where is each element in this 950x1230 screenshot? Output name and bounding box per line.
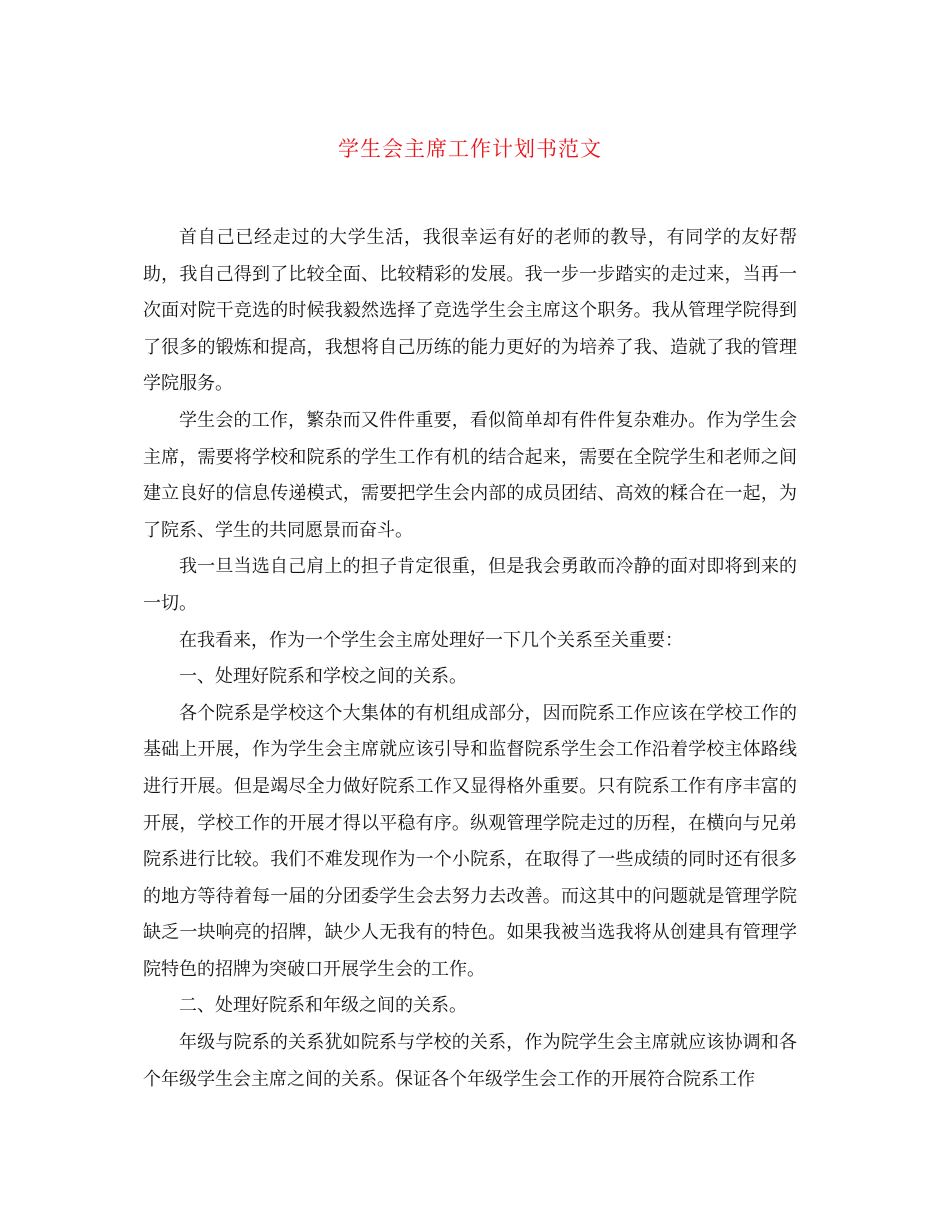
paragraph: 首自己已经走过的大学生活，我很幸运有好的老师的教导，有同学的友好帮助，我自己得到了比较全面、比较精彩的发展。我一步一步踏实的走过来，当再一次面对院干竞选的时候我毅然选择了竞选学生会主席这个职务。我从管理学院得到了很多的锻炼和提高，我想将自己历练的能力更好的为培养了我、造就了我的管理学院服务。: [143, 227, 797, 395]
paragraph: 我一旦当选自己肩上的担子肯定很重，但是我会勇敢而冷静的面对即将到来的一切。: [143, 556, 797, 614]
paragraph: 学生会的工作，繁杂而又件件重要，看似简单却有件件复杂难办。作为学生会主席，需要将学校和院系的学生工作有机的结合起来，需要在全院学生和老师之间建立良好的信息传递模式，需要把学生会内部的成员团结、高效的糅合在一起，为了院系、学生的共同愿景而奋斗。: [143, 409, 797, 541]
paragraph: 年级与院系的关系犹如院系与学校的关系，作为院学生会主席就应该协调和各个年级学生会主席之间的关系。保证各个年级学生会工作的开展符合院系工作: [143, 1032, 797, 1090]
document-body: [143, 220, 797, 1098]
document-title: 学生会主席工作计划书范文: [338, 137, 602, 161]
paragraph: 各个院系是学校这个大集体的有机组成部分，因而院系工作应该在学校工作的基础上开展，作为学生会主席就应该引导和监督院系学生会工作沿着学校主体路线进行开展。但是竭尽全力做好院系工作又显得格外重要。只有院系工作有序丰富的开展，学校工作的开展才得以平稳有序。纵观管理学院走过的历程，在横向与兄弟院系进行比较。我们不难发现作为一个小院系，在取得了一些成绩的同时还有很多的地方等待着每一届的分团委学生会去努力去改善。而这其中的问题就是管理学院缺乏一块响亮的招牌，缺少人无我有的特色。如果我被当选我将从创建具有管理学院特色的招牌为突破口开展学生会的工作。: [143, 702, 797, 980]
paragraph: 在我看来，作为一个学生会主席处理好一下几个关系至关重要：: [179, 629, 683, 651]
section-heading: 二、处理好院系和年级之间的关系。: [179, 995, 467, 1017]
section-heading: 一、处理好院系和学校之间的关系。: [179, 666, 467, 688]
